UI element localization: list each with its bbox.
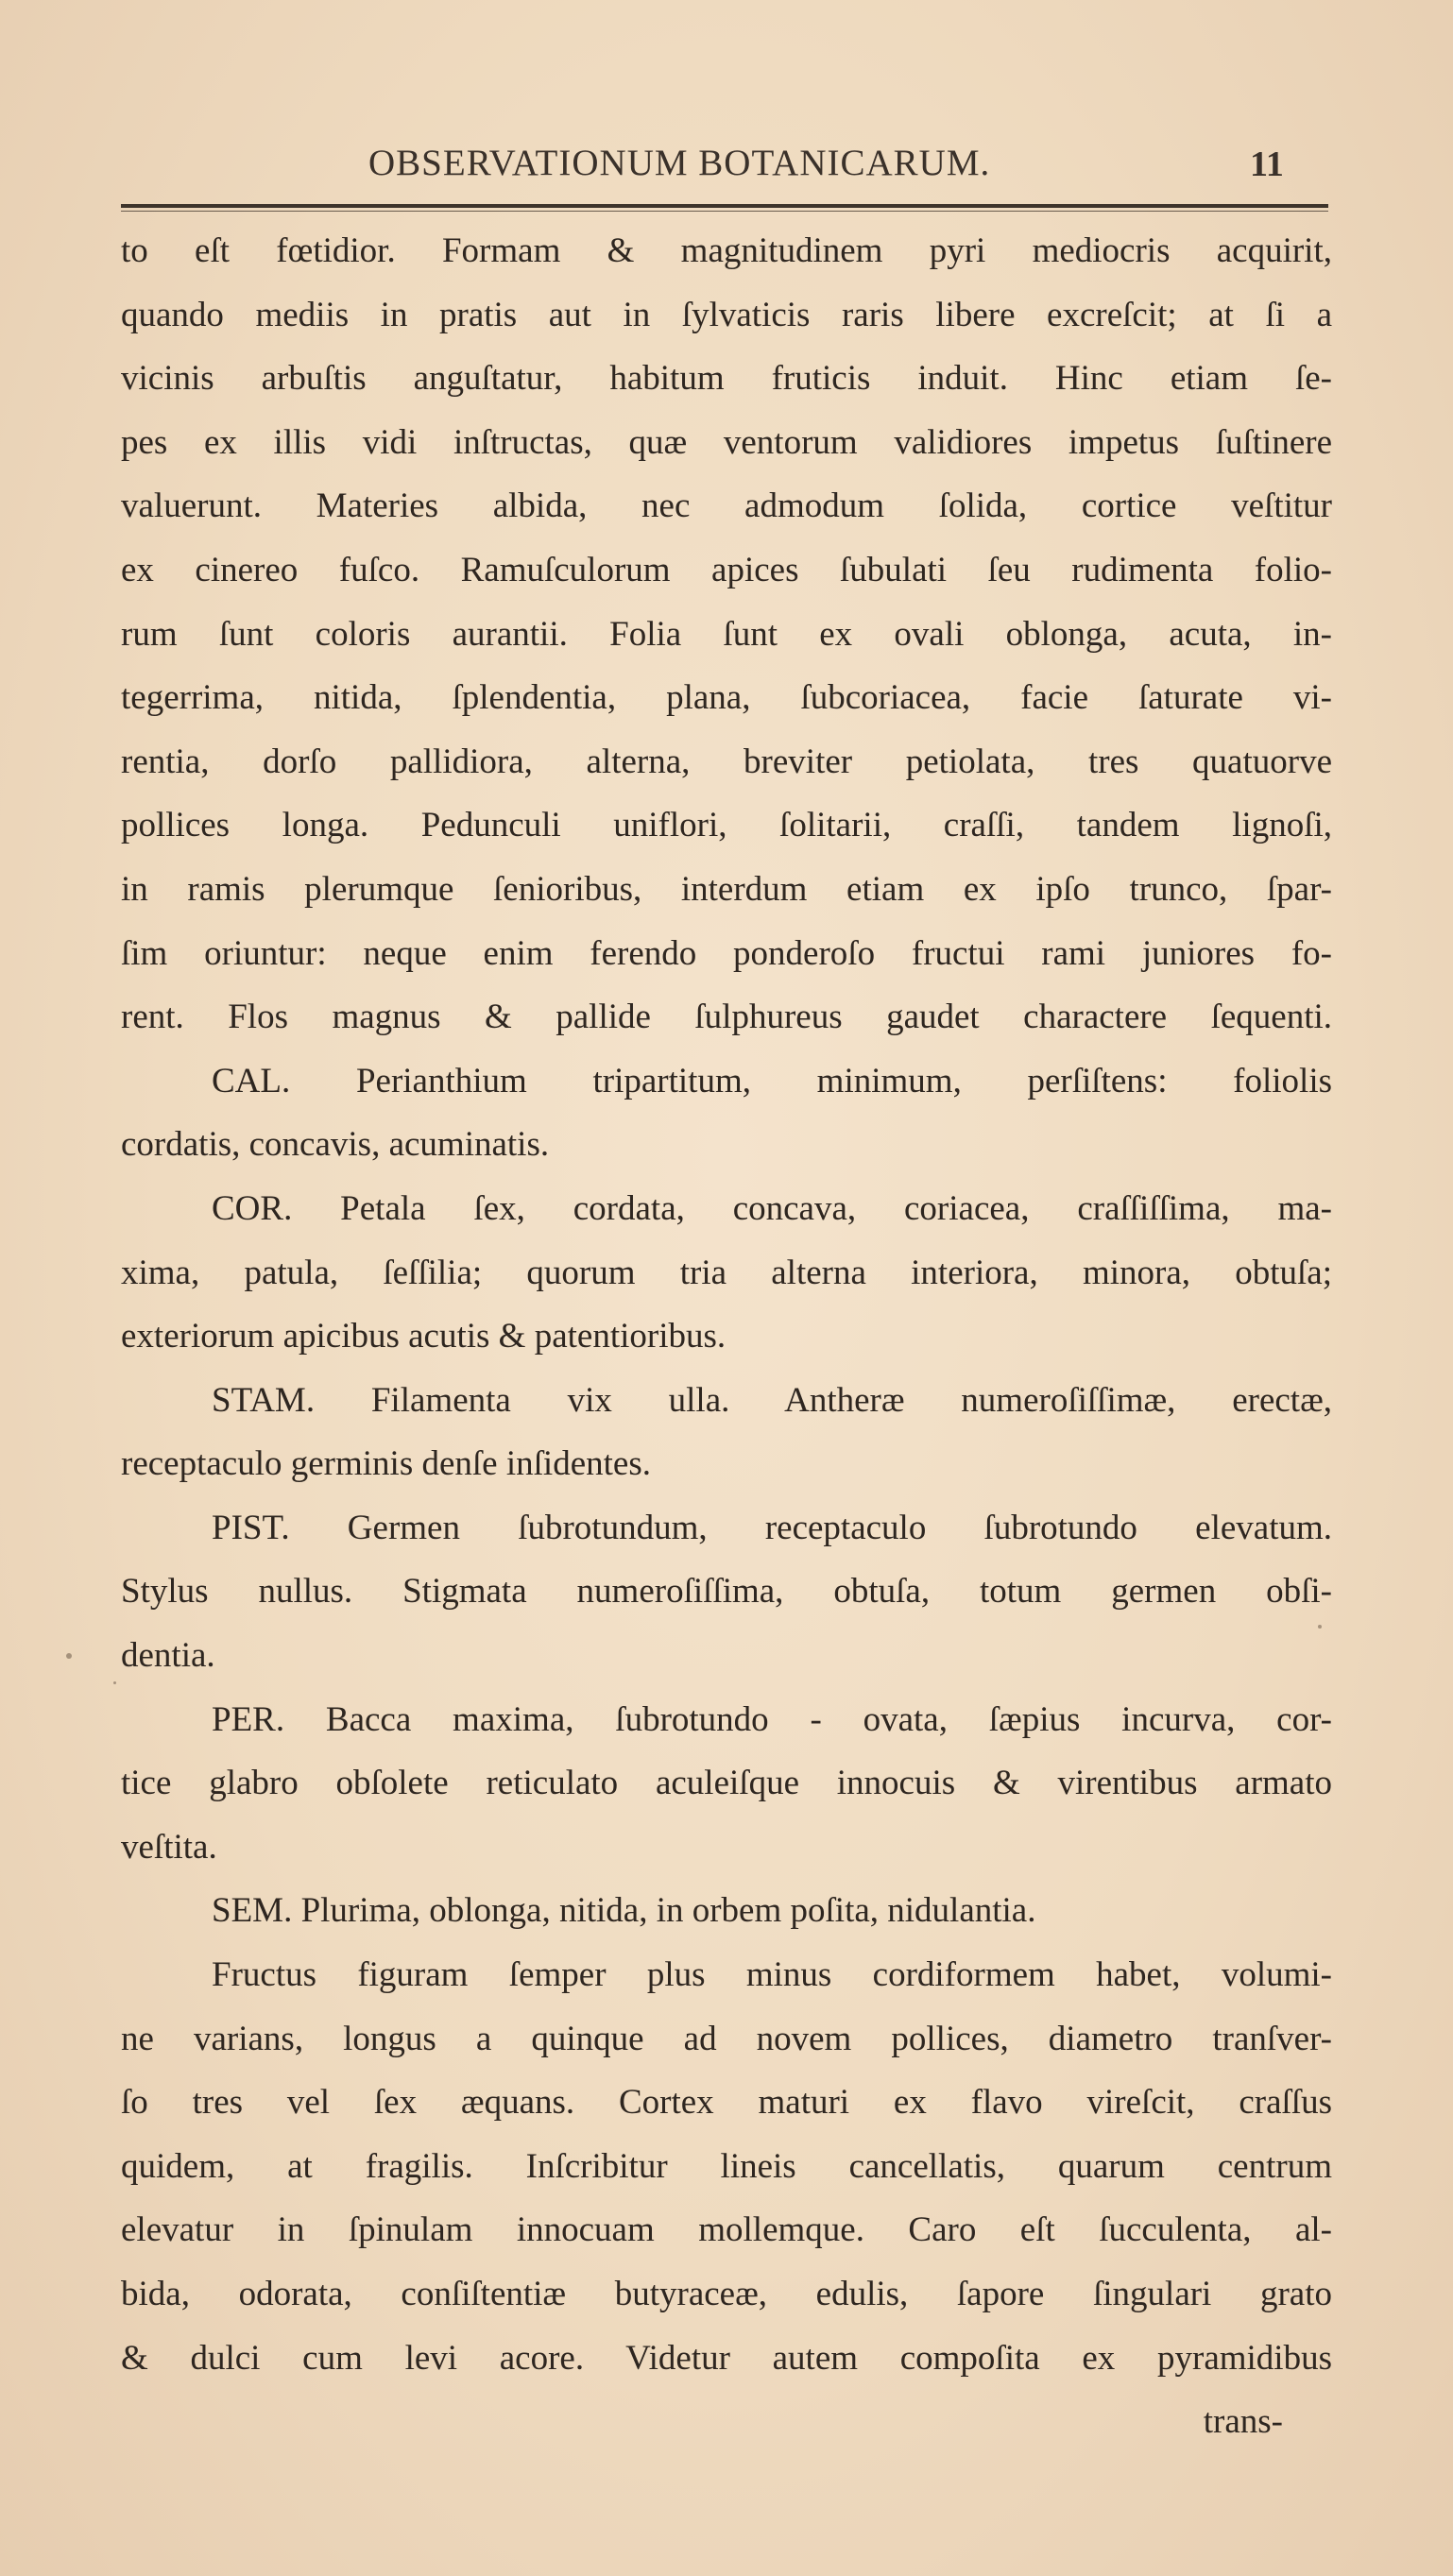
text-line: elevatur in ſpinulam innocuam mollemque. Caro eſt ſucculenta, al- bbox=[121, 2210, 1332, 2250]
text-line: quando mediis in pratis aut in ſylvaticis raris libere excreſcit; at ſi a bbox=[121, 295, 1332, 334]
paper-speck bbox=[113, 1681, 116, 1684]
text-line-cal: CAL. Perianthium tripartitum, minimum, perſiſtens: foliolis bbox=[212, 1061, 1332, 1100]
text-line-stam: STAM. Filamenta vix ulla. Antheræ numeroſiſſimæ, erectæ, bbox=[212, 1380, 1332, 1420]
text-line: valuerunt. Materies albida, nec admodum ſolida, cortice veſtitur bbox=[121, 486, 1332, 526]
text-line: in ramis plerumque ſenioribus, interdum etiam ex ipſo trunco, ſpar- bbox=[121, 869, 1332, 909]
text-line: pollices longa. Pedunculi uniflori, ſolitarii, craſſi, tandem lignoſi, bbox=[121, 806, 1332, 845]
text-line: bida, odorata, conſiſtentiæ butyraceæ, edulis, ſapore ſingulari grato bbox=[121, 2275, 1332, 2313]
header-rule bbox=[121, 204, 1328, 208]
catchword: trans- bbox=[1203, 2402, 1283, 2442]
text-line: rum ſunt coloris aurantii. Folia ſunt ex ovali oblonga, acuta, in- bbox=[121, 614, 1332, 654]
text-line: ne varians, longus a quinque ad novem pollices, diametro tranſver- bbox=[121, 2019, 1332, 2058]
text-line: to eſt fœtidior. Formam & magnitudinem pyri mediocris acquirit, bbox=[121, 231, 1332, 270]
text-line: rent. Flos magnus & pallide ſulphureus gaudet charactere ſequenti. bbox=[121, 998, 1332, 1037]
text-line: vicinis arbuſtis anguſtatur, habitum fruticis induit. Hinc etiam ſe- bbox=[121, 359, 1332, 399]
text-line-fructus: Fructus figuram ſemper plus minus cordiformem habet, volumi- bbox=[212, 1955, 1332, 1995]
body-text bbox=[121, 219, 1332, 2454]
text-line: pes ex illis vidi inſtructas, quæ ventorum validiores impetus ſuſtinere bbox=[121, 422, 1332, 462]
text-line-pist: PIST. Germen ſubrotundum, receptaculo ſubrotundo elevatum. bbox=[212, 1508, 1332, 1547]
text-line: xima, patula, ſeſſilia; quorum tria alterna interiora, minora, obtuſa; bbox=[121, 1253, 1332, 1292]
paper-speck bbox=[66, 1653, 72, 1659]
text-line: ſim oriuntur: neque enim ferendo ponderoſo fructui rami juniores fo- bbox=[121, 933, 1332, 973]
running-head bbox=[121, 142, 1340, 198]
text-line: veſtita. bbox=[121, 1827, 217, 1867]
header-rule-thin bbox=[121, 211, 1328, 212]
text-line: & dulci cum levi acore. Videtur autem compoſita ex pyramidibus bbox=[121, 2338, 1332, 2378]
text-line: dentia. bbox=[121, 1636, 215, 1676]
text-line: quidem, at fragilis. Inſcribitur lineis cancellatis, quarum centrum bbox=[121, 2146, 1332, 2186]
text-line: ſo tres vel ſex æquans. Cortex maturi ex flavo vireſcit, craſſus bbox=[121, 2083, 1332, 2123]
running-title: OBSERVATIONUM BOTANICARUM. bbox=[368, 143, 991, 183]
text-line: Stylus nullus. Stigmata numeroſiſſima, obtuſa, totum germen obſi- bbox=[121, 1572, 1332, 1612]
paper-speck bbox=[1318, 1625, 1322, 1629]
text-line: tice glabro obſolete reticulato aculeiſque innocuis & virentibus armato bbox=[121, 1764, 1332, 1803]
text-line: exteriorum apicibus acutis & patentioribus. bbox=[121, 1317, 726, 1356]
text-line: cordatis, concavis, acuminatis. bbox=[121, 1125, 550, 1165]
text-line-per: PER. Bacca maxima, ſubrotundo - ovata, ſæpius incurva, cor- bbox=[212, 1699, 1332, 1739]
text-line: receptaculo germinis denſe inſidentes. bbox=[121, 1444, 651, 1484]
text-line-cor: COR. Petala ſex, cordata, concava, coriacea, craſſiſſima, ma- bbox=[212, 1188, 1332, 1228]
text-line: rentia, dorſo pallidiora, alterna, breviter petiolata, tres quatuorve bbox=[121, 742, 1332, 781]
text-line: tegerrima, nitida, ſplendentia, plana, ſubcoriacea, facie ſaturate vi- bbox=[121, 678, 1332, 718]
text-line-sem: SEM. Plurima, oblonga, nitida, in orbem poſita, nidulantia. bbox=[212, 1891, 1036, 1931]
page-number: 11 bbox=[1250, 145, 1284, 184]
text-line: ex cinereo fuſco. Ramuſculorum apices ſubulati ſeu rudimenta folio- bbox=[121, 550, 1332, 589]
